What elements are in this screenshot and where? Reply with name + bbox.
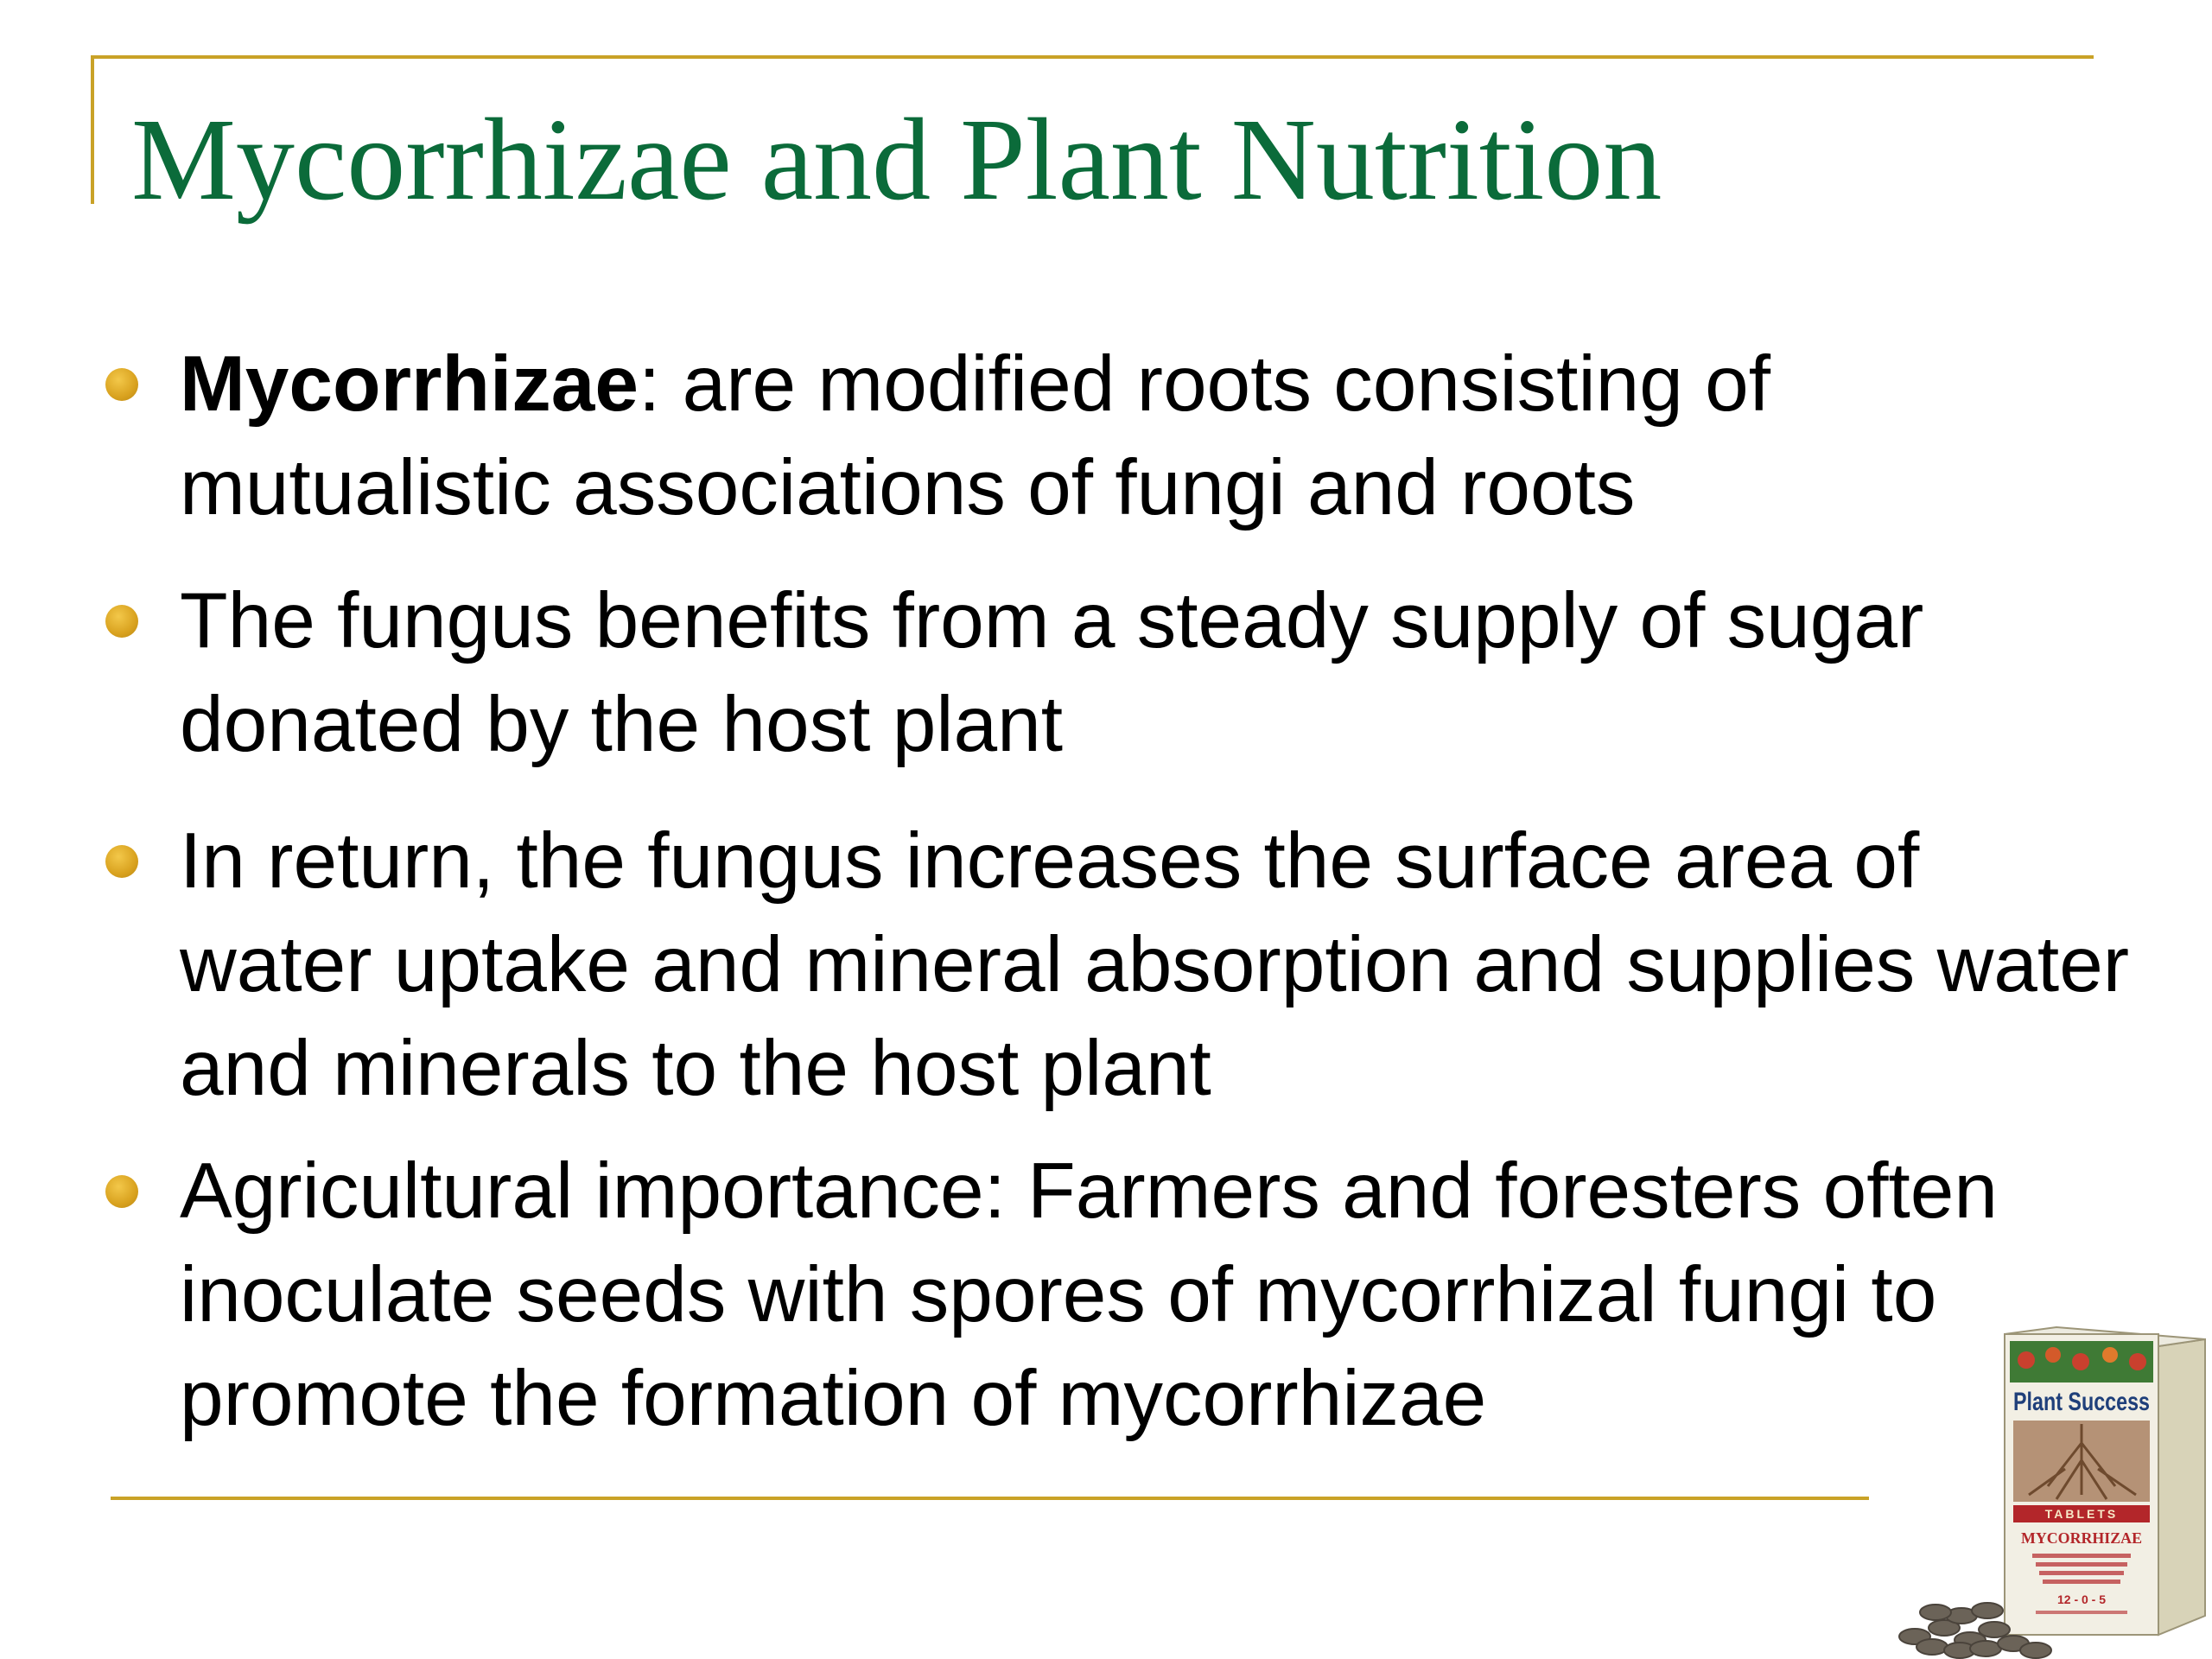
slide-title: Mycorrhizae and Plant Nutrition — [131, 95, 1662, 225]
bullet-term: Mycorrhizae — [180, 340, 639, 428]
bullet-item-agricultural-importance — [180, 1140, 2133, 1451]
bullet-dot-icon — [105, 368, 138, 401]
product-label-text: MYCORRHIZAE — [2021, 1529, 2142, 1547]
product-npk-text: 12 - 0 - 5 — [2056, 1592, 2107, 1606]
title-frame-left-rule — [91, 55, 94, 204]
bullet-text: : are modified roots consisting of mutualistic associations of fungi and roots — [180, 340, 1771, 531]
bullet-dot-icon — [105, 1175, 138, 1208]
product-brand-text: Plant Success — [2013, 1388, 2150, 1416]
bullet-item-fungus-benefits — [180, 569, 2133, 777]
bullet-text: In return, the fungus increases the surface area of water uptake and mineral absorption and supplies water and minerals to the host plant — [180, 817, 2130, 1112]
bullet-dot-icon — [105, 605, 138, 638]
bullet-text: The fungus benefits from a steady supply of sugar donated by the host plant — [180, 577, 1924, 768]
bottom-divider — [111, 1497, 1869, 1500]
bullet-item-mycorrhizae-definition — [180, 333, 2133, 540]
bullet-text: Agricultural importance: Farmers and foresters often inoculate seeds with spores of mycorrhizal fungi to promote the formation of mycorrhizae — [180, 1147, 1998, 1442]
product-package-image — [1884, 1322, 2212, 1659]
bullet-item-fungus-returns — [180, 810, 2133, 1121]
bullet-list — [180, 333, 2133, 1484]
bullet-dot-icon — [105, 845, 138, 878]
title-frame-top-rule — [91, 55, 2094, 59]
product-sublabel-text: TABLETS — [2044, 1507, 2119, 1521]
